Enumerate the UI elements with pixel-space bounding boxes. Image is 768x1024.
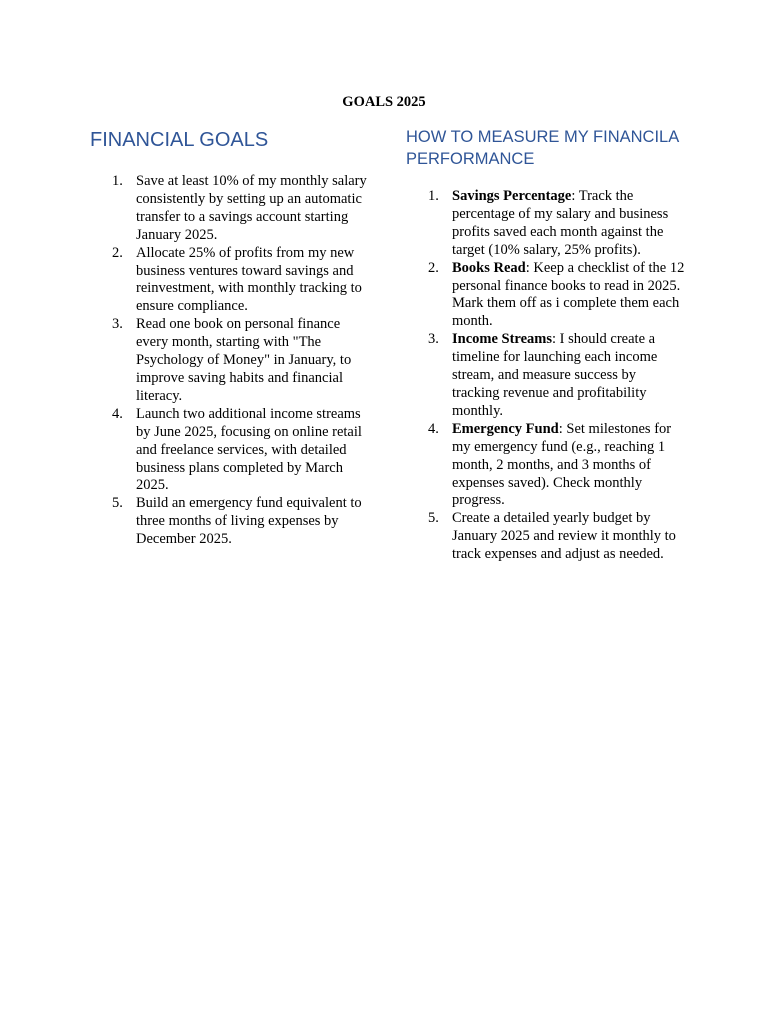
- list-number: 2.: [428, 259, 439, 276]
- list-number: 1.: [428, 188, 439, 204]
- list-number: 2.: [112, 244, 123, 261]
- list-number: 5.: [112, 495, 123, 512]
- list-item-bold-label: Books Read: [452, 259, 526, 276]
- list-number: 4.: [428, 420, 439, 437]
- list-item-text: Read one book on personal finance every month, starting with "The Psychology of Money" in January, to improve saving habits and financial literacy.: [136, 316, 352, 404]
- list-item-text: : Keep a checklist of the 12 personal finance books to read in 2025. Mark them off as i complete them each month.: [452, 259, 685, 330]
- list-item: [406, 260, 686, 332]
- measure-performance-section: [406, 126, 686, 564]
- list-item-text: Create a detailed yearly budget by January 2025 and review it monthly to track expenses and adjust as needed.: [452, 510, 676, 563]
- list-number: 3.: [112, 316, 123, 333]
- list-item: [406, 331, 686, 421]
- list-item: [90, 406, 370, 496]
- list-number: 5.: [428, 510, 439, 527]
- list-item-bold-label: Income Streams: [452, 331, 553, 348]
- list-item: [406, 421, 686, 511]
- document-title: GOALS 2025: [342, 94, 426, 110]
- measure-performance-heading: HOW TO MEASURE MY FINANCILA PERFORMANCE: [406, 128, 679, 168]
- list-item: [90, 316, 370, 406]
- list-item: [90, 245, 370, 317]
- list-item-text: Launch two additional income streams by June 2025, focusing on online retail and freelance services, with detailed business plans completed by March 2025.: [136, 405, 362, 494]
- list-item-text: Allocate 25% of profits from my new business ventures toward savings and reinvestment, with monthly tracking to ensure compliance.: [136, 244, 362, 315]
- list-item: [406, 510, 686, 564]
- financial-goals-heading: FINANCIAL GOALS: [90, 129, 269, 151]
- list-item-text: : I should create a timeline for launching each income stream, and measure success by tracking revenue and profitability monthly.: [452, 331, 658, 419]
- list-item: [90, 495, 370, 549]
- list-item: [90, 173, 370, 245]
- list-item: [406, 188, 686, 260]
- list-item-text: Build an emergency fund equivalent to three months of living expenses by December 2025.: [136, 495, 362, 548]
- list-item-bold-label: Savings Percentage: [452, 188, 572, 204]
- financial-goals-section: [90, 127, 370, 549]
- list-number: 1.: [112, 173, 123, 189]
- list-item-text: Save at least 10% of my monthly salary consistently by setting up an automatic transfer to a savings account starting January 2025.: [136, 173, 367, 243]
- list-item-text: : Track the percentage of my salary and business profits saved each month against the target (10% salary, 25% profits).: [452, 188, 669, 258]
- financial-goals-list: [90, 173, 370, 549]
- measure-performance-list: [406, 188, 686, 564]
- list-item-bold-label: Emergency Fund: [452, 420, 559, 437]
- list-number: 4.: [112, 405, 123, 422]
- list-item-text: : Set milestones for my emergency fund (e.g., reaching 1 month, 2 months, and 3 months of expenses saved). Check monthly progress.: [452, 420, 672, 509]
- list-number: 3.: [428, 331, 439, 348]
